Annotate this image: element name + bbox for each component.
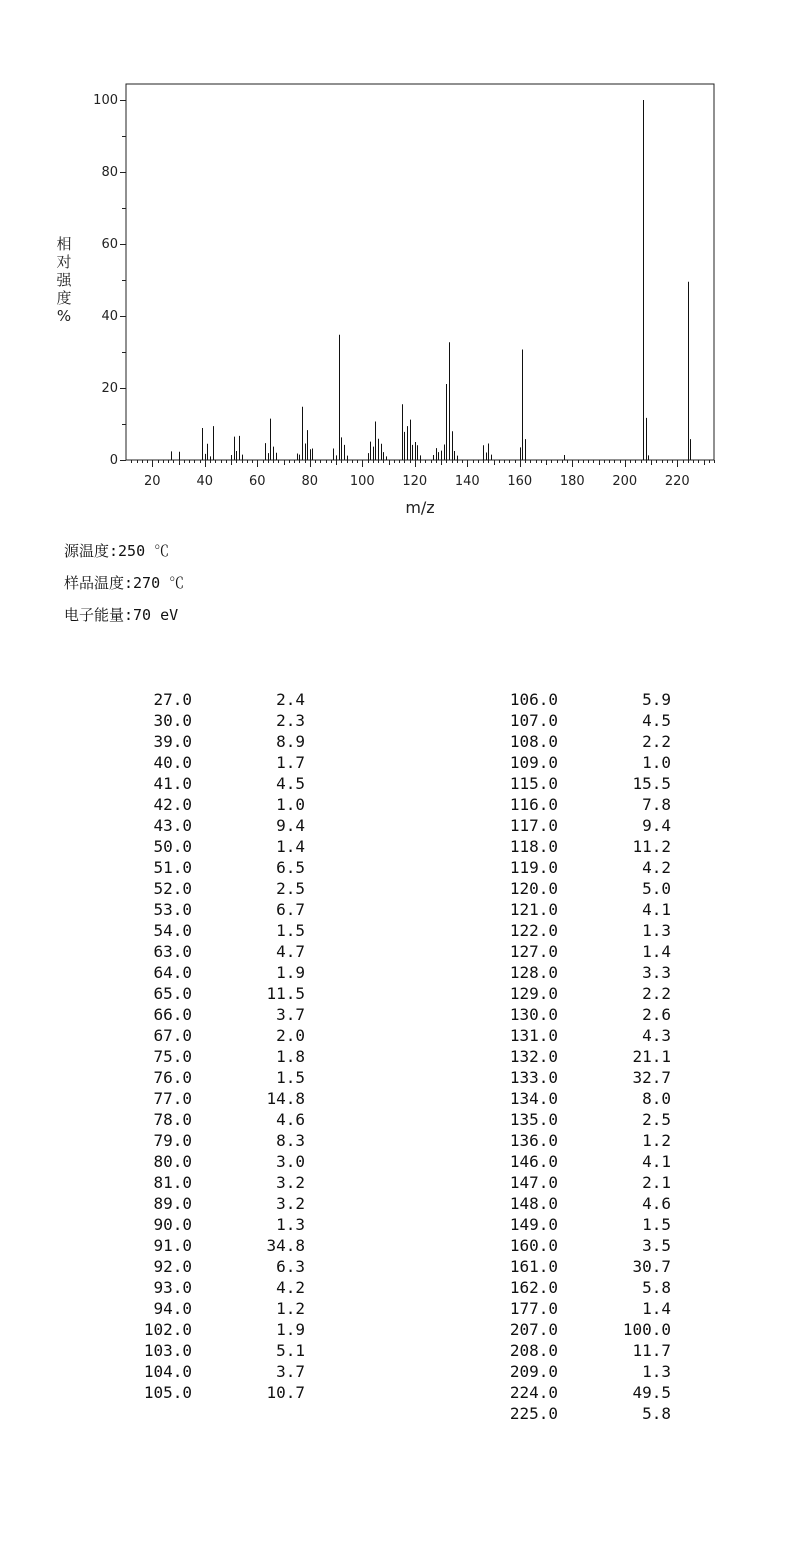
mz-value: 133.0 (509, 1068, 558, 1087)
intensity-value: 1.2 (276, 1299, 305, 1318)
mz-value: 109.0 (509, 753, 558, 772)
y-tick-label: 80 (101, 165, 118, 180)
mz-value: 122.0 (509, 921, 558, 940)
mz-value: 121.0 (509, 900, 558, 919)
table-row (496, 773, 671, 794)
intensity-value: 8.3 (276, 1131, 305, 1150)
mz-value: 106.0 (509, 690, 558, 709)
table-row (496, 1382, 671, 1403)
intensity-value: 14.8 (266, 1089, 305, 1108)
table-row (496, 899, 671, 920)
table-row (496, 1109, 671, 1130)
mz-value: 91.0 (153, 1236, 192, 1255)
table-row (130, 1235, 305, 1256)
peak-bars (172, 100, 691, 460)
intensity-value: 1.4 (276, 837, 305, 856)
peak-table-right-column (496, 689, 671, 1424)
mz-value: 79.0 (153, 1131, 192, 1150)
mz-value: 103.0 (143, 1341, 192, 1360)
x-axis-label: m/z (405, 498, 435, 517)
condition-line: 样品温度:270 ℃ (64, 574, 185, 592)
mz-value: 81.0 (153, 1173, 192, 1192)
table-row (496, 941, 671, 962)
intensity-value: 3.0 (276, 1152, 305, 1171)
mz-value: 90.0 (153, 1215, 192, 1234)
x-tick-label: 80 (301, 474, 319, 489)
mz-value: 116.0 (509, 795, 558, 814)
mass-spectrum-chart (0, 0, 794, 530)
table-row (130, 1172, 305, 1193)
intensity-value: 1.5 (276, 921, 305, 940)
intensity-value: 4.6 (642, 1194, 671, 1213)
x-tick-label: 20 (143, 474, 161, 489)
mz-value: 129.0 (509, 984, 558, 1003)
table-row (130, 752, 305, 773)
intensity-value: 1.3 (642, 1362, 671, 1381)
table-row (130, 1214, 305, 1235)
intensity-value: 3.2 (276, 1173, 305, 1192)
mz-value: 105.0 (143, 1383, 192, 1402)
table-row (130, 1298, 305, 1319)
table-row (496, 1130, 671, 1151)
mz-value: 94.0 (153, 1299, 192, 1318)
table-row (130, 836, 305, 857)
intensity-value: 34.8 (266, 1236, 305, 1255)
intensity-value: 11.2 (632, 837, 671, 856)
y-axis-label-char: 对 (56, 253, 72, 271)
table-row (496, 1214, 671, 1235)
table-row (130, 1109, 305, 1130)
mz-value: 225.0 (509, 1404, 558, 1423)
table-row (496, 815, 671, 836)
intensity-value: 1.0 (642, 753, 671, 772)
table-row (130, 878, 305, 899)
table-row (496, 731, 671, 752)
x-tick-label: 40 (196, 474, 214, 489)
table-row (496, 1340, 671, 1361)
table-row (130, 983, 305, 1004)
mz-value: 108.0 (509, 732, 558, 751)
mz-value: 102.0 (143, 1320, 192, 1339)
table-row (130, 773, 305, 794)
intensity-value: 1.3 (276, 1215, 305, 1234)
intensity-value: 8.0 (642, 1089, 671, 1108)
y-tick-label: 40 (101, 309, 118, 324)
intensity-value: 2.2 (642, 984, 671, 1003)
table-row (496, 1004, 671, 1025)
intensity-value: 1.4 (642, 942, 671, 961)
table-row (496, 857, 671, 878)
condition-line: 源温度:250 ℃ (64, 542, 170, 560)
intensity-value: 1.9 (276, 963, 305, 982)
mz-value: 53.0 (153, 900, 192, 919)
intensity-value: 1.2 (642, 1131, 671, 1150)
table-row (130, 1046, 305, 1067)
condition-line: 电子能量:70 eV (64, 606, 179, 624)
mz-value: 52.0 (153, 879, 192, 898)
intensity-value: 1.5 (642, 1215, 671, 1234)
table-row (130, 1277, 305, 1298)
intensity-value: 1.3 (642, 921, 671, 940)
table-row (496, 962, 671, 983)
mz-value: 148.0 (509, 1194, 558, 1213)
intensity-value: 4.5 (642, 711, 671, 730)
mz-value: 127.0 (509, 942, 558, 961)
mz-value: 50.0 (153, 837, 192, 856)
intensity-value: 11.7 (632, 1341, 671, 1360)
intensity-value: 1.4 (642, 1299, 671, 1318)
y-tick-label: 0 (109, 453, 118, 468)
mz-value: 147.0 (509, 1173, 558, 1192)
intensity-value: 11.5 (266, 984, 305, 1003)
y-axis-label (56, 235, 72, 325)
table-row (496, 1319, 671, 1340)
mz-value: 39.0 (153, 732, 192, 751)
x-tick-label: 60 (248, 474, 266, 489)
table-row (496, 1235, 671, 1256)
mz-value: 209.0 (509, 1362, 558, 1381)
intensity-value: 3.5 (642, 1236, 671, 1255)
table-row (130, 899, 305, 920)
y-tick-label: 100 (93, 93, 118, 108)
table-row (496, 1298, 671, 1319)
x-tick-label: 100 (349, 474, 375, 489)
table-row (496, 1151, 671, 1172)
mz-value: 65.0 (153, 984, 192, 1003)
intensity-value: 4.2 (276, 1278, 305, 1297)
x-tick-label: 220 (664, 474, 690, 489)
mz-value: 63.0 (153, 942, 192, 961)
intensity-value: 5.1 (276, 1341, 305, 1360)
mz-value: 120.0 (509, 879, 558, 898)
table-row (496, 710, 671, 731)
intensity-value: 3.7 (276, 1362, 305, 1381)
table-row (130, 1004, 305, 1025)
mz-value: 92.0 (153, 1257, 192, 1276)
table-row (496, 1025, 671, 1046)
mz-value: 115.0 (509, 774, 558, 793)
intensity-value: 2.3 (276, 711, 305, 730)
mz-value: 177.0 (509, 1299, 558, 1318)
mz-value: 41.0 (153, 774, 192, 793)
mz-value: 160.0 (509, 1236, 558, 1255)
table-row (130, 1382, 305, 1403)
mz-value: 54.0 (153, 921, 192, 940)
mz-value: 93.0 (153, 1278, 192, 1297)
table-row (130, 857, 305, 878)
mz-value: 135.0 (509, 1110, 558, 1129)
mz-value: 77.0 (153, 1089, 192, 1108)
intensity-value: 4.3 (642, 1026, 671, 1045)
mz-value: 118.0 (509, 837, 558, 856)
intensity-value: 6.7 (276, 900, 305, 919)
mz-value: 128.0 (509, 963, 558, 982)
table-row (130, 1193, 305, 1214)
table-row (496, 983, 671, 1004)
mz-value: 149.0 (509, 1215, 558, 1234)
table-row (496, 1172, 671, 1193)
table-row (130, 1067, 305, 1088)
y-axis-label-char: 度 (56, 289, 72, 307)
y-axis-ticks (93, 93, 126, 468)
table-row (496, 1361, 671, 1382)
intensity-value: 3.7 (276, 1005, 305, 1024)
intensity-value: 32.7 (632, 1068, 671, 1087)
table-row (130, 689, 305, 710)
table-row (496, 878, 671, 899)
mz-value: 119.0 (509, 858, 558, 877)
x-tick-label: 160 (507, 474, 533, 489)
mz-value: 146.0 (509, 1152, 558, 1171)
table-row (496, 1403, 671, 1424)
intensity-value: 4.7 (276, 942, 305, 961)
intensity-value: 30.7 (632, 1257, 671, 1276)
intensity-value: 100.0 (622, 1320, 671, 1339)
mz-value: 51.0 (153, 858, 192, 877)
table-row (130, 1025, 305, 1046)
table-row (496, 752, 671, 773)
y-tick-label: 20 (101, 381, 118, 396)
intensity-value: 4.5 (276, 774, 305, 793)
x-axis-ticks (132, 460, 715, 489)
intensity-value: 2.4 (276, 690, 305, 709)
table-row (496, 1256, 671, 1277)
intensity-value: 1.9 (276, 1320, 305, 1339)
table-row (130, 941, 305, 962)
intensity-value: 2.5 (276, 879, 305, 898)
mz-value: 67.0 (153, 1026, 192, 1045)
intensity-value: 1.7 (276, 753, 305, 772)
table-row (130, 1361, 305, 1382)
table-row (496, 1046, 671, 1067)
x-tick-label: 180 (559, 474, 585, 489)
mz-value: 107.0 (509, 711, 558, 730)
intensity-value: 4.1 (642, 900, 671, 919)
x-tick-label: 140 (454, 474, 480, 489)
intensity-value: 9.4 (642, 816, 671, 835)
intensity-value: 4.6 (276, 1110, 305, 1129)
intensity-value: 3.3 (642, 963, 671, 982)
mz-value: 162.0 (509, 1278, 558, 1297)
mz-value: 134.0 (509, 1089, 558, 1108)
table-row (130, 1256, 305, 1277)
intensity-value: 5.8 (642, 1404, 671, 1423)
intensity-value: 7.8 (642, 795, 671, 814)
intensity-value: 2.0 (276, 1026, 305, 1045)
table-row (496, 920, 671, 941)
mz-value: 27.0 (153, 690, 192, 709)
y-axis-label-char: 相 (56, 235, 72, 253)
table-row (496, 1088, 671, 1109)
intensity-value: 8.9 (276, 732, 305, 751)
intensity-value: 6.5 (276, 858, 305, 877)
intensity-value: 2.2 (642, 732, 671, 751)
table-row (496, 1067, 671, 1088)
intensity-value: 15.5 (632, 774, 671, 793)
table-row (130, 962, 305, 983)
x-tick-label: 200 (612, 474, 638, 489)
table-row (130, 710, 305, 731)
intensity-value: 10.7 (266, 1383, 305, 1402)
intensity-value: 2.1 (642, 1173, 671, 1192)
mz-value: 117.0 (509, 816, 558, 835)
mz-value: 40.0 (153, 753, 192, 772)
mz-value: 132.0 (509, 1047, 558, 1066)
table-row (130, 794, 305, 815)
mz-value: 131.0 (509, 1026, 558, 1045)
intensity-value: 6.3 (276, 1257, 305, 1276)
intensity-value: 2.6 (642, 1005, 671, 1024)
mz-value: 76.0 (153, 1068, 192, 1087)
y-tick-label: 60 (101, 237, 118, 252)
intensity-value: 1.8 (276, 1047, 305, 1066)
intensity-value: 4.2 (642, 858, 671, 877)
mz-value: 75.0 (153, 1047, 192, 1066)
mz-value: 161.0 (509, 1257, 558, 1276)
intensity-value: 4.1 (642, 1152, 671, 1171)
mz-value: 78.0 (153, 1110, 192, 1129)
mz-value: 42.0 (153, 795, 192, 814)
x-tick-label: 120 (402, 474, 428, 489)
mz-value: 64.0 (153, 963, 192, 982)
table-row (130, 1340, 305, 1361)
table-row (496, 1277, 671, 1298)
intensity-value: 1.0 (276, 795, 305, 814)
intensity-value: 9.4 (276, 816, 305, 835)
mz-value: 30.0 (153, 711, 192, 730)
table-row (130, 1130, 305, 1151)
mz-value: 80.0 (153, 1152, 192, 1171)
mz-value: 207.0 (509, 1320, 558, 1339)
plot-frame (126, 84, 714, 460)
mz-value: 104.0 (143, 1362, 192, 1381)
mz-value: 66.0 (153, 1005, 192, 1024)
mz-value: 43.0 (153, 816, 192, 835)
mz-value: 208.0 (509, 1341, 558, 1360)
table-row (130, 731, 305, 752)
intensity-value: 21.1 (632, 1047, 671, 1066)
peak-table-left-column (130, 689, 305, 1403)
intensity-value: 1.5 (276, 1068, 305, 1087)
intensity-value: 2.5 (642, 1110, 671, 1129)
table-row (496, 836, 671, 857)
table-row (496, 1193, 671, 1214)
mz-value: 224.0 (509, 1383, 558, 1402)
y-axis-label-char: 强 (56, 271, 72, 289)
y-axis-label-char: % (56, 307, 72, 325)
table-row (130, 1088, 305, 1109)
mz-value: 89.0 (153, 1194, 192, 1213)
table-row (130, 1151, 305, 1172)
intensity-value: 5.8 (642, 1278, 671, 1297)
table-row (130, 920, 305, 941)
intensity-value: 5.0 (642, 879, 671, 898)
intensity-value: 5.9 (642, 690, 671, 709)
intensity-value: 3.2 (276, 1194, 305, 1213)
mz-value: 130.0 (509, 1005, 558, 1024)
table-row (130, 815, 305, 836)
table-row (496, 794, 671, 815)
intensity-value: 49.5 (632, 1383, 671, 1402)
table-row (130, 1319, 305, 1340)
table-row (496, 689, 671, 710)
mz-value: 136.0 (509, 1131, 558, 1150)
